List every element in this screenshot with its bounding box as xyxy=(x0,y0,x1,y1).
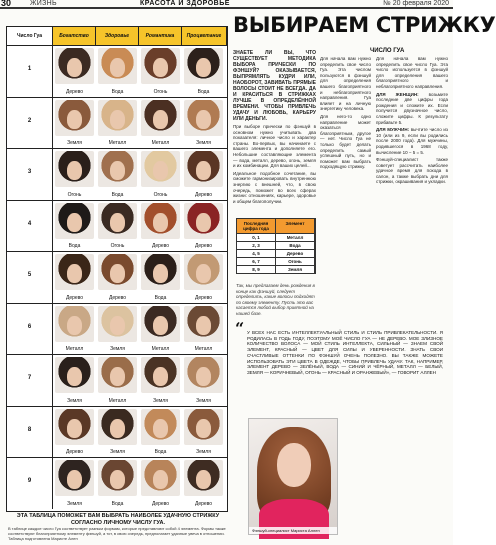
hairstyle-photo xyxy=(184,151,223,187)
hairstyle-photo xyxy=(55,100,94,136)
hairstyle-photo xyxy=(55,460,94,496)
hairstyle-photo xyxy=(184,409,223,445)
element-name: Металл xyxy=(276,234,315,241)
element-label: Земля xyxy=(196,397,211,404)
element-label: Металл xyxy=(194,346,213,352)
hairstyle-photo xyxy=(55,409,94,445)
face-shape xyxy=(196,161,211,180)
hairstyle-photo xyxy=(55,254,94,290)
face-shape xyxy=(67,419,82,438)
element-label: Дерево xyxy=(151,500,170,507)
table-row xyxy=(7,251,227,303)
element-label: Земля xyxy=(110,449,125,455)
face-shape xyxy=(110,58,125,77)
top-strip xyxy=(0,0,453,9)
face-shape xyxy=(110,470,125,489)
face-shape xyxy=(196,367,211,386)
hairstyle-photo xyxy=(141,357,180,393)
face-shape xyxy=(196,110,211,129)
face-shape xyxy=(110,213,125,232)
hairstyle-photo xyxy=(184,357,223,393)
face-shape xyxy=(196,264,211,283)
table-row xyxy=(7,97,227,149)
face-shape xyxy=(196,419,211,438)
col3-paragraph-1: Для начала вам нужно определить свое число Гуа. Эта число используется в фэншуй для определения вашего благоприятного и неблагоприятного направления. xyxy=(376,56,448,89)
women-text: возьмите последние две цифры года рождения и сложите их. Если получится двузначное число, сложите цифры. К результату прибавьте 5. xyxy=(376,91,448,125)
element-label: Вода xyxy=(111,88,124,95)
face-shape xyxy=(110,161,125,180)
face-shape xyxy=(153,419,168,438)
hairstyle-photo xyxy=(98,306,137,342)
face-shape xyxy=(110,264,125,283)
element-label: Дерево xyxy=(194,500,213,507)
element-label: Земля xyxy=(196,449,211,455)
element-label: Металл xyxy=(108,397,127,404)
face-shape xyxy=(153,264,168,283)
element-label: Дерево xyxy=(108,294,127,301)
gua-number: 4 xyxy=(7,201,53,252)
face-shape xyxy=(67,58,82,77)
gua-number: 9 xyxy=(7,458,53,509)
col1-paragraph-2: Идеальное подобное сочетание, вы сможете гармонизировать внутреннюю энергию с внешней, что, в свою очередь, поможет во всех сферах жизни: отношениях, карьере, здоровье и общем благополучии. xyxy=(233,170,316,204)
pull-quote xyxy=(235,319,443,412)
hairstyle-photo xyxy=(55,357,94,393)
specialist-portrait xyxy=(248,418,338,535)
element-label: Вода xyxy=(197,88,210,95)
element-label: Огонь xyxy=(153,88,168,95)
element-label: Металл xyxy=(151,140,170,146)
element-label: Дерево xyxy=(65,88,84,95)
hairstyle-photo xyxy=(184,203,223,239)
element-label: Вода xyxy=(111,191,124,198)
hairstyle-photo xyxy=(184,100,223,136)
face-shape xyxy=(67,213,82,232)
table-note: В таблице каждое число Гуа соответствует разным формам, которые представляют собой 4 элемента. Формы также соответствуют благоприятному элементу фэншуй, а тот, в свою очередь, предполагает удачные увеча в отношении. Таблица подготовлена Маристе Ален xyxy=(8,526,226,541)
hairstyle-photo xyxy=(184,254,223,290)
table-row xyxy=(7,200,227,252)
col2-paragraph-2: Для него-то одно направление может оказаться благоприятным, другое — нет. Число Гуа не только будет делать определить самый успешный путь, но и поможет вам выбрать подходящую стрижку. xyxy=(320,113,371,170)
hairstyle-photo xyxy=(98,254,137,290)
col2-paragraph-1: Для начала вам нужно определить свое число Гуа. Эта числом пользуются в фэншуй для определения вашего благоприятного и неблагоприятного направления. Гуа влияет и на личную энергетику человека. xyxy=(320,56,371,112)
element-name: Земля xyxy=(276,266,315,273)
hairstyle-photo xyxy=(98,48,137,84)
face-shape xyxy=(196,470,211,489)
face-shape xyxy=(110,110,125,129)
element-label: Земля xyxy=(196,140,211,146)
element-table-header-element: Элемент xyxy=(276,219,315,233)
hairstyle-photo xyxy=(98,460,137,496)
year-digits: 4, 5 xyxy=(237,250,276,257)
element-label: Металл xyxy=(151,346,170,352)
col3-paragraph-4: Фэншуй-специалист также советует рассчитать наиболее удачное время для похода в салон, а также выбрать дни для стрижки, окрашивания и укладки. xyxy=(376,157,448,185)
element-name: Огонь xyxy=(276,258,315,265)
element-label: Вода xyxy=(68,243,81,249)
face-shape xyxy=(110,367,125,386)
headline: ВЫБИРАЕМ СТРИЖКУ xyxy=(233,13,496,37)
element-label: Огонь xyxy=(110,243,125,249)
hairstyle-photo xyxy=(98,100,137,136)
face-shape xyxy=(153,213,168,232)
hairstyle-photo xyxy=(141,460,180,496)
face-shape xyxy=(153,161,168,180)
element-table-header-year: Последняя цифра года xyxy=(237,219,276,233)
element-label: Вода xyxy=(154,449,167,455)
face-shape xyxy=(67,470,82,489)
element-label: Земля xyxy=(67,500,82,507)
hairstyle-photo xyxy=(184,460,223,496)
year-digits: 0, 1 xyxy=(237,234,276,241)
women-heading: ДЛЯ ЖЕНЩИН: xyxy=(376,91,419,97)
element-label: Металл xyxy=(65,346,84,352)
year-digits: 6, 7 xyxy=(237,258,276,265)
table-row xyxy=(7,45,227,97)
face-shape xyxy=(196,58,211,77)
element-name: Вода xyxy=(276,242,315,249)
table-row xyxy=(7,406,227,458)
element-table-row xyxy=(237,249,315,257)
hairstyle-photo xyxy=(55,306,94,342)
table-row xyxy=(7,457,227,509)
element-label: Вода xyxy=(154,294,167,301)
table-row xyxy=(7,303,227,355)
gua-number: 3 xyxy=(7,149,53,200)
face-shape xyxy=(67,367,82,386)
column-2 xyxy=(320,56,371,364)
hairstyle-photo xyxy=(184,306,223,342)
face-shape xyxy=(196,316,211,335)
element-label: Земля xyxy=(67,397,82,404)
hairstyle-photo xyxy=(55,151,94,187)
table-header-cell: Здоровье xyxy=(96,27,139,45)
face-shape xyxy=(67,316,82,335)
gua-number: 8 xyxy=(7,407,53,458)
element-label: Огонь xyxy=(153,191,168,198)
gua-number: 2 xyxy=(7,98,53,149)
element-label: Земля xyxy=(110,346,125,352)
element-label: Металл xyxy=(108,140,127,146)
subhead: ЧИСЛО ГУА xyxy=(370,48,405,54)
element-label: Вода xyxy=(111,500,124,507)
issue-date: № 20 февраля 2020 xyxy=(383,0,449,7)
hairstyle-table xyxy=(6,26,228,512)
face-shape xyxy=(67,110,82,129)
hairstyle-photo xyxy=(141,254,180,290)
hairstyle-photo xyxy=(141,306,180,342)
hairstyle-photo xyxy=(98,409,137,445)
hairstyle-photo xyxy=(141,100,180,136)
hairstyle-photo xyxy=(98,151,137,187)
table-row xyxy=(7,148,227,200)
quote-mark-icon: “ xyxy=(235,319,245,338)
hairstyle-photo xyxy=(141,409,180,445)
hairstyle-photo xyxy=(141,151,180,187)
face-shape xyxy=(153,367,168,386)
hairstyle-photo xyxy=(184,48,223,84)
element-table-row xyxy=(237,265,315,273)
element-label: Дерево xyxy=(194,243,213,249)
hairstyle-photo xyxy=(98,357,137,393)
face-shape xyxy=(67,264,82,283)
table-header-cell: Романтика xyxy=(139,27,182,45)
table-row xyxy=(7,354,227,406)
element-table-header xyxy=(237,219,315,233)
gua-number: 7 xyxy=(7,355,53,406)
year-digits: 2, 3 xyxy=(237,242,276,249)
element-table-row xyxy=(237,257,315,265)
table-caption: ЭТА ТАБЛИЦА ПОМОЖЕТ ВАМ ВЫБРАТЬ НАИБОЛЕЕ УДАЧНУЮ СТРИЖКУ СОГЛАСНО ЛИЧНОМУ ЧИСЛУ ГУА. xyxy=(16,513,220,526)
portrait-caption: Фэншуй-специалист Мариста Аллен xyxy=(249,527,337,534)
face-shape xyxy=(196,213,211,232)
men-heading: ДЛЯ МУЖЧИН: xyxy=(376,127,410,133)
hairstyle-photo xyxy=(141,48,180,84)
hairstyle-photo xyxy=(55,203,94,239)
face-shape xyxy=(110,419,125,438)
element-label: Дерево xyxy=(65,449,84,455)
face-shape xyxy=(153,470,168,489)
italic-note: Так, мы предлагаем день рождения в конце как фэншуй, следует определить, какие волосы подходят по своему элементу. Пусть это вас касается любой выбор приятной на нашей базе. xyxy=(236,283,315,316)
table-header-cell: Процветание xyxy=(182,27,227,45)
element-name: Дерево xyxy=(276,250,315,257)
element-label: Земля xyxy=(153,397,168,404)
col3-paragraph-3 xyxy=(376,127,448,155)
table-header-cell: Число Гуа xyxy=(7,27,53,45)
hairstyle-photo xyxy=(55,48,94,84)
page-number: 30 xyxy=(1,0,12,8)
col3-paragraph-2 xyxy=(376,92,448,126)
table-header-cell: Богатство xyxy=(53,27,96,45)
element-table xyxy=(236,218,316,274)
men-text: вычтите число из 10 (или из 9, если вы родились после 2000 года). Для мужчины, родившегося в 1968 году, вычисление 10 − 5 = 5. xyxy=(376,127,448,155)
year-digits: 8, 9 xyxy=(237,266,276,273)
element-label: Огонь xyxy=(67,191,82,198)
portrait-face xyxy=(277,443,311,487)
element-label: Дерево xyxy=(194,294,213,301)
section-label: ЖИЗНЬ xyxy=(30,0,57,7)
element-label: Земля xyxy=(67,140,82,146)
face-shape xyxy=(153,58,168,77)
element-table-row xyxy=(237,241,315,249)
face-shape xyxy=(67,161,82,180)
face-shape xyxy=(153,316,168,335)
face-shape xyxy=(153,110,168,129)
quote-text: У ВСЕХ НАС ЕСТЬ ИНТЕЛЛЕКТУАЛЬНЫЙ СТИЛЬ И СТИЛЬ ПРИВЛЕКАТЕЛЬНОСТИ. Я РОДИЛАСЬ В ГОДЬ ГОДУ, ПОЭТОМУ МОЁ ЧИСЛО ГУА — НЕ ДЕРЕВО. МОЕ ЗЛИЗНОЕ КОЛИЧЕСТВО ВОЛОСА — МОЙ СТИЛЬ ИНТЕЛЛЕКТА, СИЛЬНЫЙ — ЗНАЕМ СВОЙ ЭЛЕМЕНТ, КРАСНЫЙ — ЦВЕТ ДЛЯ СИЛЫ И УВЕРЕННОСТИ. ЗНАТЬ СВОИ СЧАСТЛИВЫЕ ОТТЕНКИ ПО ФЭНШУЙ ОЧЕНЬ ПОЛЕЗНО. ВЫ ТАКЖЕ МОЖЕТЕ ИСПОЛЬЗОВАТЬ ЭТИ ЦВЕТА В ОДЕЖДЕ, ЧТОБЫ ПРИВЛЕЧЬ УДАЧУ. ТАК, НАПРИМЕР, ЭЛЕМЕНТ ДЕРЕВО — ЗЕЛЁНЫЙ, ВОДА — СИНИЙ И ЧЁРНЫЙ, МЕТАЛЛ — БЕЛЫЙ, ЗЕМЛЯ — КОРИЧНЕВЫЙ, ОГОНЬ — КРАСНЫЙ И ОРАНЖЕВЫЙ», — ГОВОРИТ АЛЛЕН xyxy=(247,330,443,375)
hairstyle-photo xyxy=(98,203,137,239)
element-label: Дерево xyxy=(65,294,84,301)
col1-paragraph-1: При выборе прически по фэншуй в основном нужно учитывать два показателя: личное число и характер страны. Во-первых, вы начинаете с вашего элемента и дополняете его. Небольшие составляющие элемента — вода, металл, дерево, огонь, земля и их комбинации. Для ваших целей... xyxy=(233,124,316,169)
rubric-label: КРАСОТА И ЗДОРОВЬЕ xyxy=(140,0,230,7)
gua-number: 5 xyxy=(7,252,53,303)
lead-paragraph: ЗНАЕТЕ ЛИ ВЫ, ЧТО СУЩЕСТВУЕТ МЕТОДИКА ВЫБОРА ПРИЧЕСКИ ПО ФЭНШУЙ? ОКАЗЫВАЕТСЯ, ВЫПРЯМЛЯТЬ КУДРИ ИЛИ, НАОБОРОТ, ЗАВИВАТЬ ПРЯМЫЕ ВОЛОСЫ СТОИТ НЕ ВСЕГДА. ДА И КРАСИТЬСЯ В СТРИЖКАХ ЛУЧШЕ В ОПРЕДЕЛЁННОЙ ВРЕМЕНИ. ЧТОБЫ ПРИВЛЕЧЬ УДАЧУ И ЛЮБОВЬ, КАРЬЕРУ ИЛИ ДЕНЬГИ. xyxy=(233,50,316,122)
table-header xyxy=(7,27,227,45)
element-label: Дерево xyxy=(194,191,213,198)
element-table-row xyxy=(237,233,315,241)
gua-number: 1 xyxy=(7,46,53,97)
gua-number: 6 xyxy=(7,304,53,355)
element-label: Дерево xyxy=(151,243,170,249)
hairstyle-photo xyxy=(141,203,180,239)
face-shape xyxy=(110,316,125,335)
